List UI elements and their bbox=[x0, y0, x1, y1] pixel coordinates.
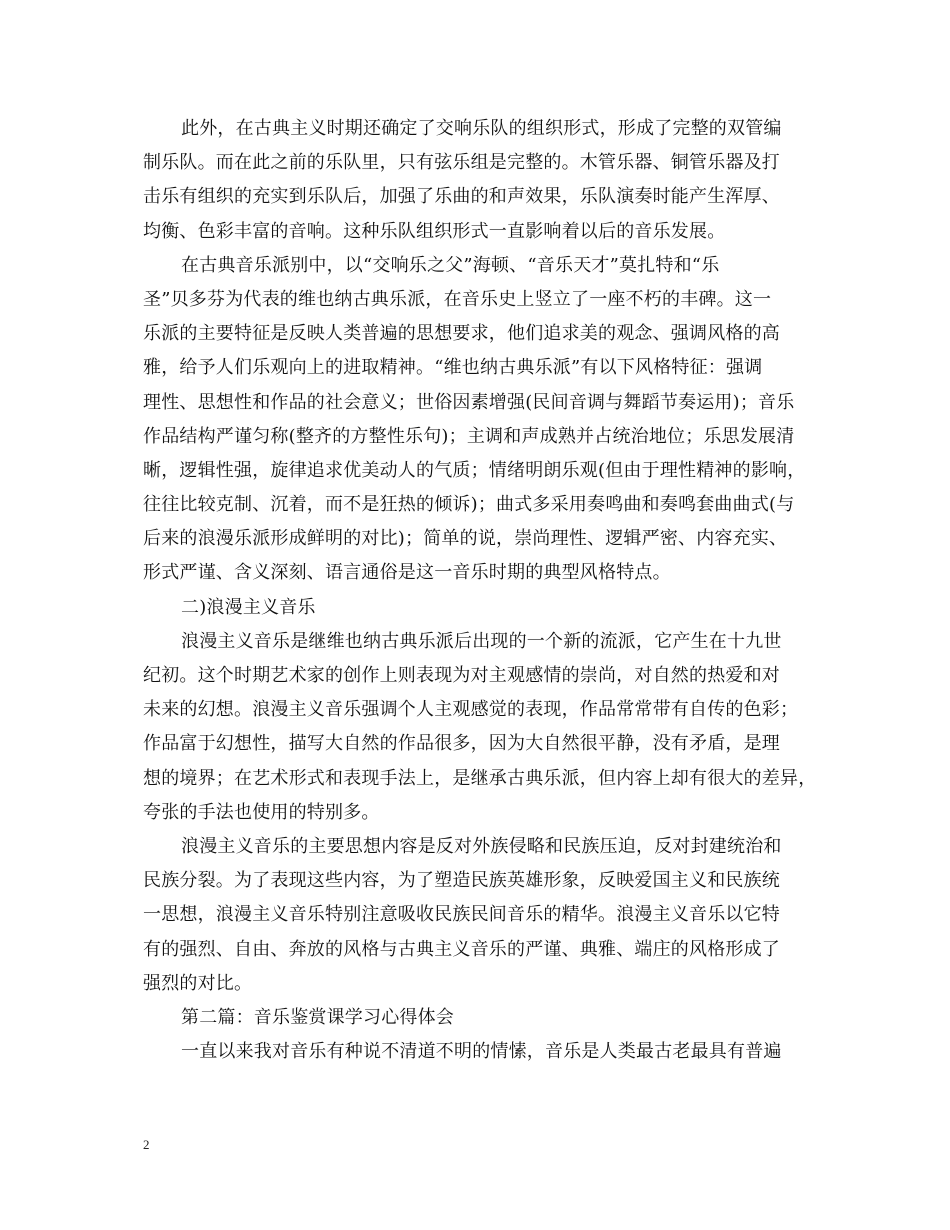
text-line: 圣”贝多芬为代表的维也纳古典乐派，在音乐史上竖立了一座不朽的丰碑。这一 bbox=[143, 288, 772, 310]
text-line: 浪漫主义音乐是继维也纳古典乐派后出现的一个新的流派，它产生在十九世 bbox=[181, 630, 782, 652]
text-line: 强烈的对比。 bbox=[143, 972, 253, 994]
text-line: 纪初。这个时期艺术家的创作上则表现为对主观感情的崇尚，对自然的热爱和对 bbox=[143, 665, 780, 686]
text-line: 民族分裂。为了表现这些内容，为了塑造民族英雄形象，反映爱国主义和民族统 bbox=[143, 870, 780, 892]
text-line: 乐派的主要特征是反映人类普遍的思想要求，他们追求美的观念、强调风格的高 bbox=[143, 323, 780, 345]
text-line: 击乐有组织的充实到乐队后，加强了乐曲的和声效果，乐队演奏时能产生浑厚、 bbox=[143, 186, 780, 208]
text-line: 一思想，浪漫主义音乐特别注意吸收民族民间音乐的精华。浪漫主义音乐以它特 bbox=[143, 904, 780, 926]
text-line: 一直以来我对音乐有种说不清道不明的情愫，音乐是人类最古老最具有普遍 bbox=[181, 1041, 782, 1063]
document-body bbox=[143, 112, 823, 1069]
text-line: 作品结构严谨匀称(整齐的方整性乐句)；主调和声成熟并占统治地位；乐思发展清 bbox=[143, 425, 795, 447]
text-line: 未来的幻想。浪漫主义音乐强调个人主观感觉的表现，作品常常带有自传的色彩； bbox=[143, 699, 799, 721]
text-line: 在古典音乐派别中，以“交响乐之父”海顿、“音乐天才”莫扎特和“乐 bbox=[181, 254, 720, 276]
page-number: 2 bbox=[143, 1137, 150, 1152]
text-line: 往往比较克制、沉着，而不是狂热的倾诉)；曲式多采用奏鸣曲和奏鸣套曲曲式(与 bbox=[143, 494, 795, 516]
text-line: 作品富于幻想性，描写大自然的作品很多，因为大自然很平静，没有矛盾，是理 bbox=[143, 733, 780, 755]
text-line: 雅，给予人们乐观向上的进取精神。“维也纳古典乐派”有以下风格特征：强调 bbox=[143, 357, 763, 379]
text-line: 二)浪漫主义音乐 bbox=[181, 596, 316, 618]
text-line: 第二篇：音乐鉴赏课学习心得体会 bbox=[181, 1006, 454, 1028]
text-line: 晰，逻辑性强，旋律追求优美动人的气质；情绪明朗乐观(但由于理性精神的影响， bbox=[143, 459, 806, 481]
text-line: 有的强烈、自由、奔放的风格与古典主义音乐的严谨、典雅、端庄的风格形成了 bbox=[143, 938, 780, 960]
text-line: 想的境界；在艺术形式和表现手法上，是继承古典乐派，但内容上却有很大的差异， bbox=[143, 767, 817, 789]
text-line: 后来的浪漫乐派形成鲜明的对比)；简单的说，崇尚理性、逻辑严密、内容充实、 bbox=[143, 528, 788, 550]
text-line: 夸张的手法也使用的特别多。 bbox=[143, 801, 380, 823]
text-line: 浪漫主义音乐的主要思想内容是反对外族侵略和民族压迫，反对封建统治和 bbox=[181, 835, 782, 857]
text-line: 此外，在古典主义时期还确定了交响乐队的组织形式，形成了完整的双管编 bbox=[181, 118, 782, 139]
text-line: 制乐队。而在此之前的乐队里，只有弦乐组是完整的。木管乐器、铜管乐器及打 bbox=[143, 152, 780, 174]
text-line: 形式严谨、含义深刻、语言通俗是这一音乐时期的典型风格特点。 bbox=[143, 562, 671, 584]
text-line: 理性、思想性和作品的社会意义；世俗因素增强(民间音调与舞蹈节奏运用)；音乐 bbox=[143, 391, 795, 413]
text-line: 均衡、色彩丰富的音响。这种乐队组织形式一直影响着以后的音乐发展。 bbox=[143, 220, 726, 242]
